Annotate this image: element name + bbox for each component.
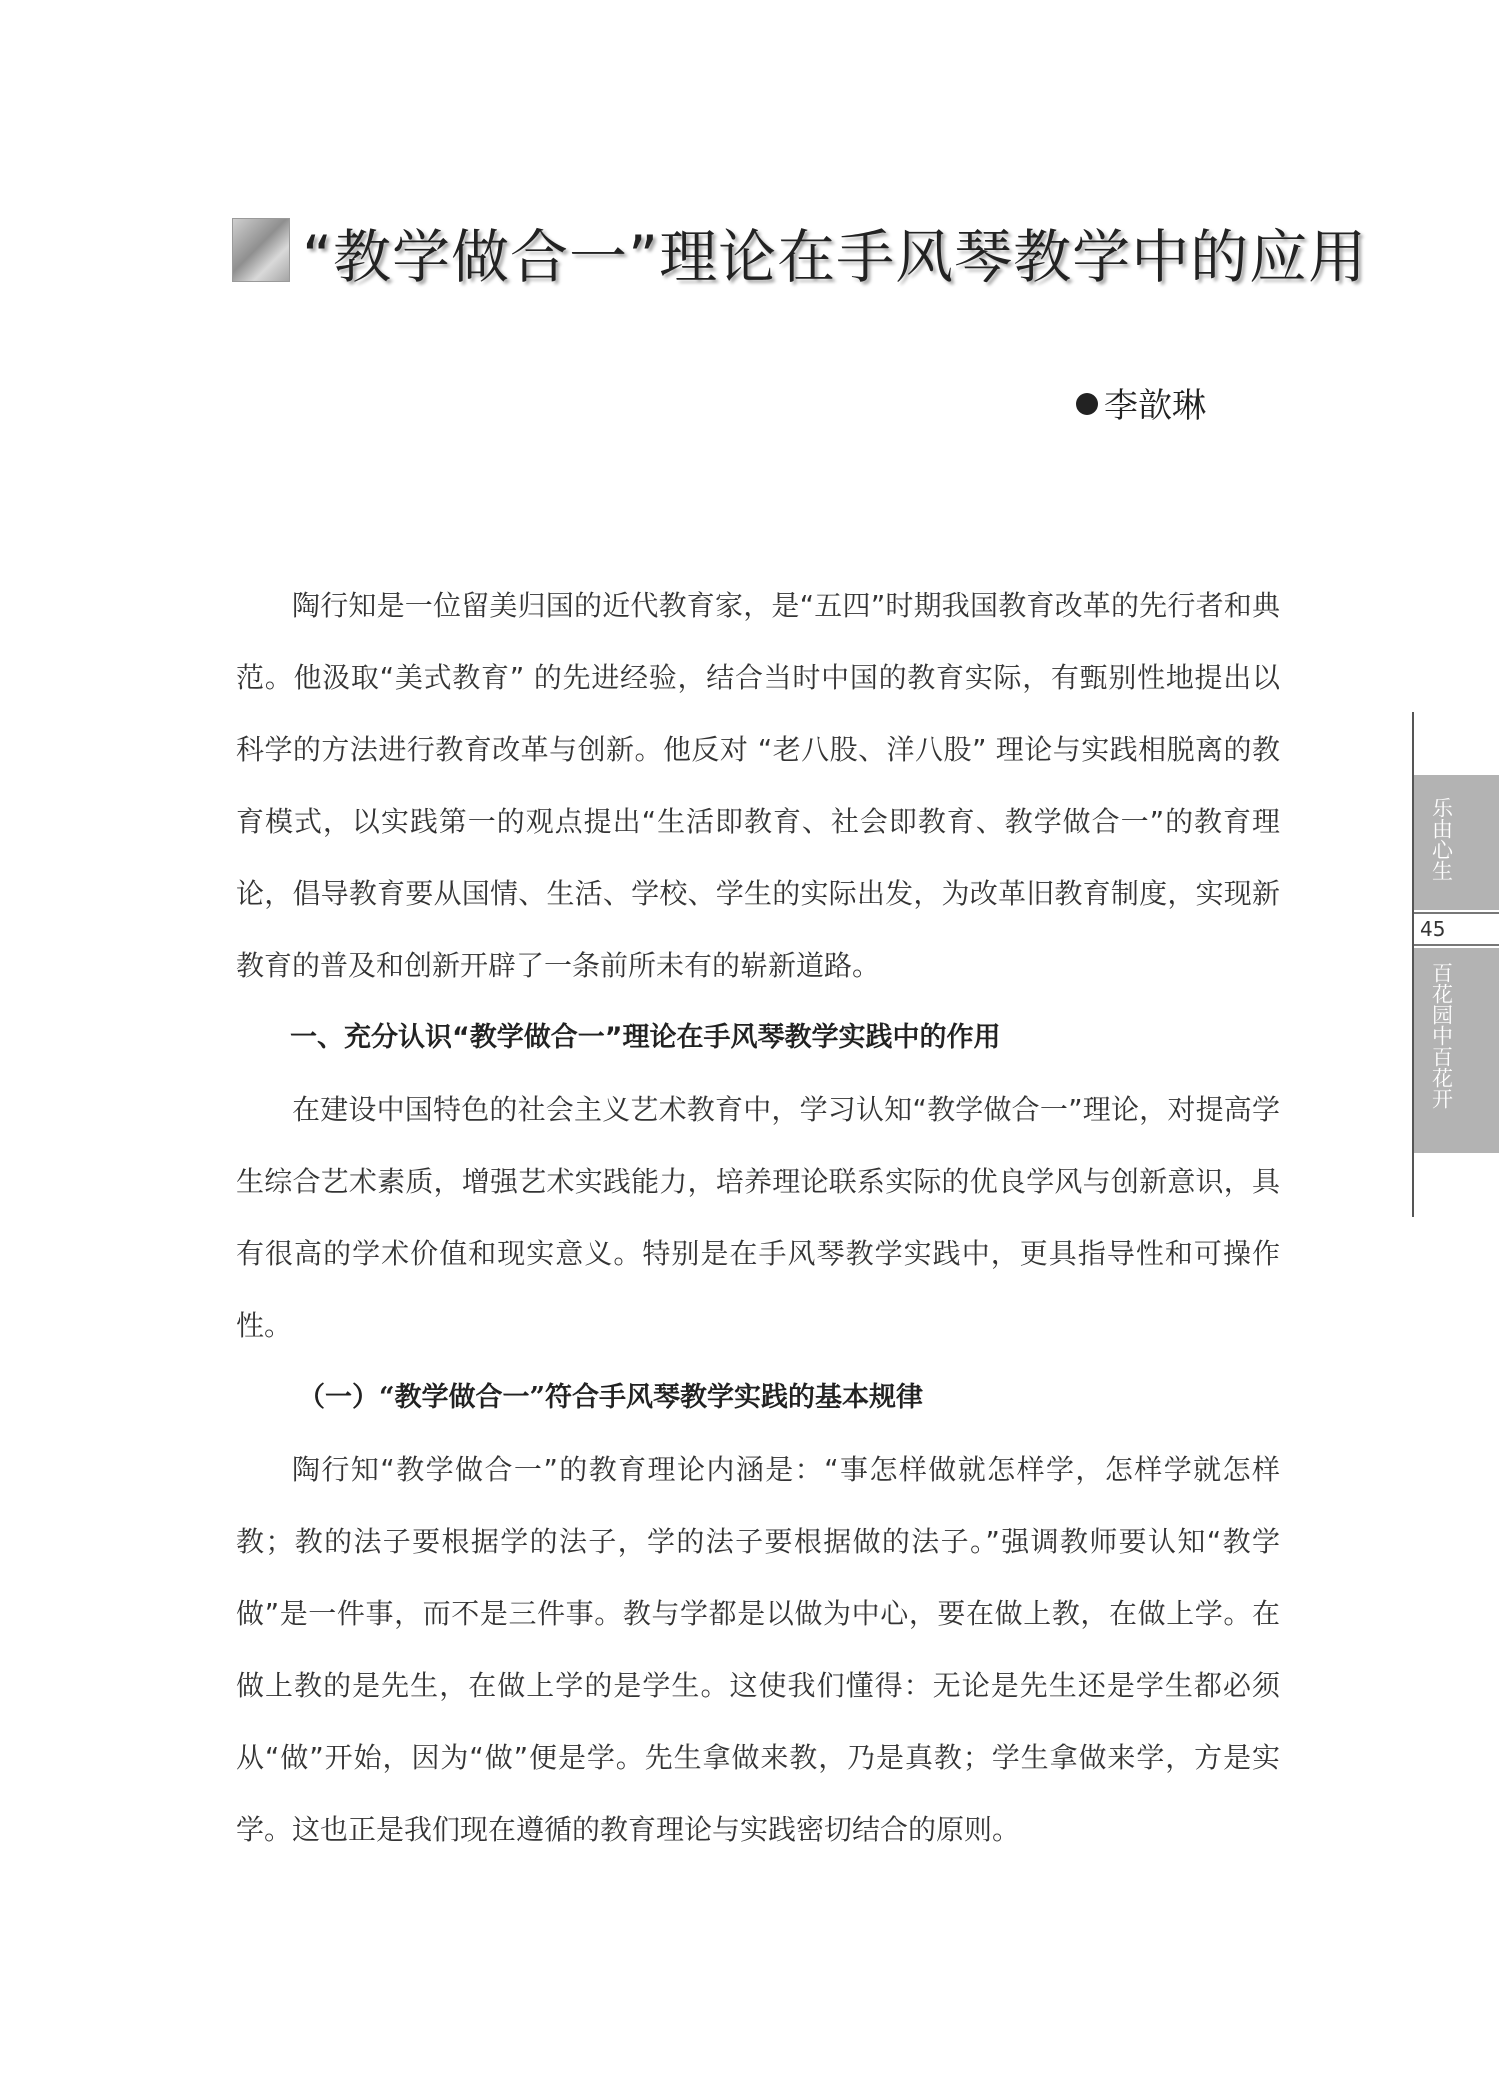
article-body — [236, 570, 1280, 1866]
paragraph-intro: 陶行知是一位留美归国的近代教育家，是“五四”时期我国教育改革的先行者和典范。他汲取“美式教育” 的先进经验，结合当时中国的教育实际，有甄别性地提出以科学的方法进行教育改革与创新。他反对 “老八股、洋八股” 理论与实践相脱离的教育模式，以实践第一的观点提出“生活即教育、社会即教育、教学做合一”的教育理论，倡导教育要从国情、生活、学校、学生的实际出发，为改革旧教育制度，实现新教育的普及和创新开辟了一条前所未有的崭新道路。 — [236, 589, 1280, 982]
title-block — [232, 210, 1368, 300]
side-tab-bottom — [1414, 948, 1499, 1153]
paragraph-subsection1: 陶行知“教学做合一”的教育理论内涵是：“事怎样做就怎样学，怎样学就怎样教；教的法子要根据学的法子，学的法子要根据做的法子。”强调教师要认知“教学做”是一件事，而不是三件事。教与学都是以做为中心，要在做上教，在做上学。在做上教的是先生，在做上学的是学生。这使我们懂得：无论是先生还是学生都必须从“做”开始，因为“做”便是学。先生拿做来教，乃是真教；学生拿做来学，方是实学。这也正是我们现在遵循的教育理论与实践密切结合的原则。 — [236, 1453, 1280, 1846]
section-heading-1: 一、充分认识“教学做合一”理论在手风琴教学实践中的作用 — [290, 1022, 1001, 1053]
author-name: 李歆琳 — [1104, 386, 1206, 426]
page-number: 45 — [1414, 912, 1499, 946]
column-label: 乐由心生 — [1429, 797, 1454, 881]
section-label: 百花园中百花开 — [1429, 962, 1454, 1109]
title-emblem-image — [232, 218, 290, 282]
side-tab-top — [1414, 775, 1499, 910]
bullet-dot-icon — [1076, 393, 1098, 415]
subsection-heading-1: （一）“教学做合一”符合手风琴教学实践的基本规律 — [298, 1382, 924, 1413]
paragraph-section1: 在建设中国特色的社会主义艺术教育中，学习认知“教学做合一”理论，对提高学生综合艺术素质，增强艺术实践能力，培养理论联系实际的优良学风与创新意识，具有很高的学术价值和现实意义。特别是在手风琴教学实践中，更具指导性和可操作性。 — [236, 1093, 1280, 1342]
article-title: “教学做合一”理论在手风琴教学中的应用 — [302, 223, 1368, 291]
byline — [1076, 378, 1206, 427]
